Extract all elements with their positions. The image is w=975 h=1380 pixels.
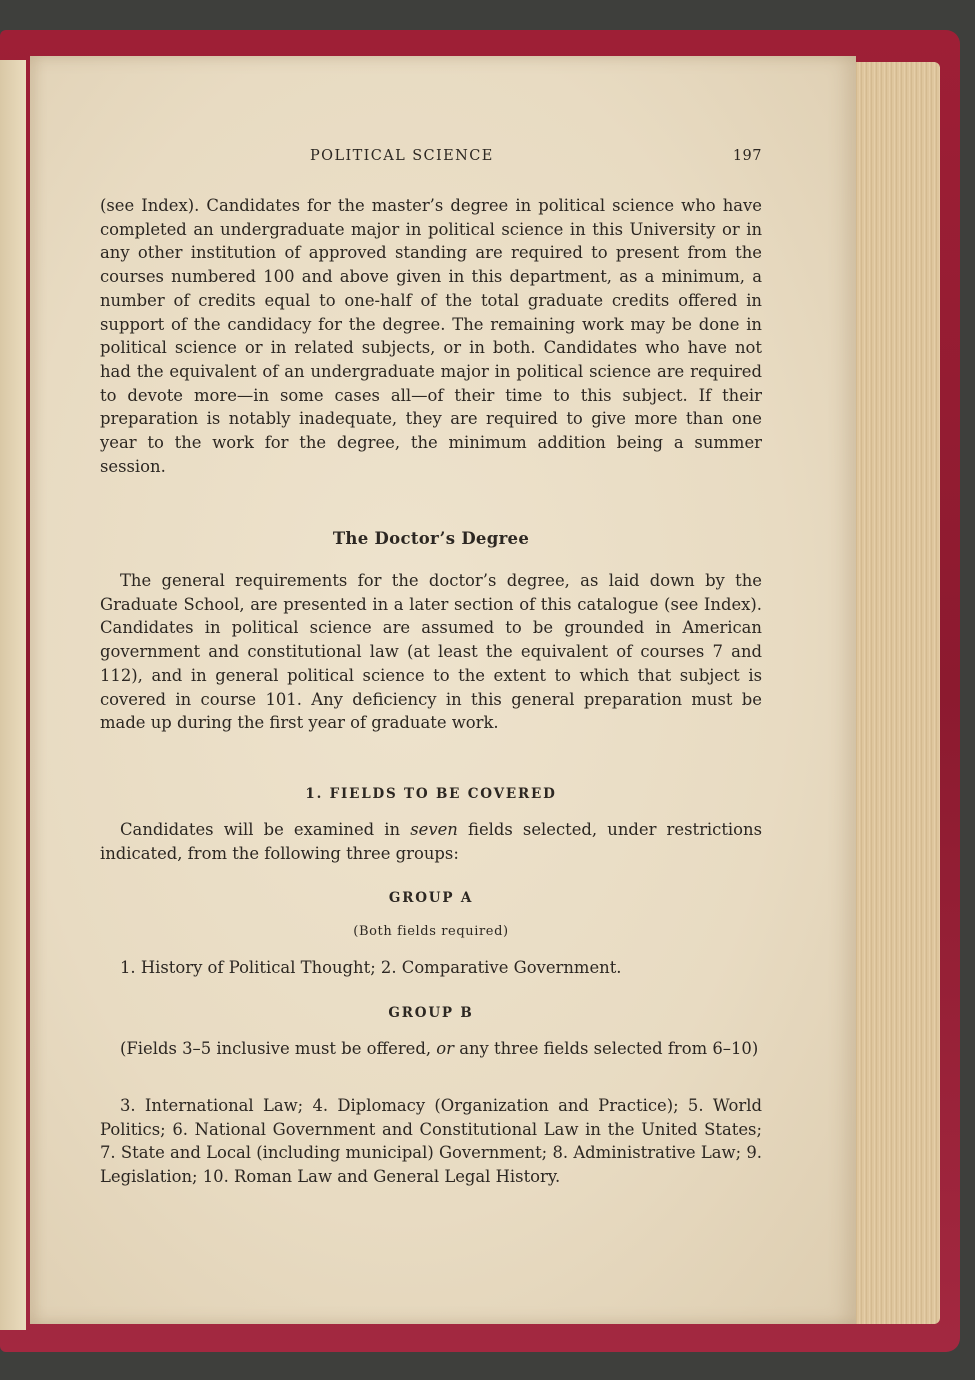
left-page-edge (0, 60, 26, 1330)
masters-paragraph: (see Index). Candidates for the master’s degree in political science who have completed an undergraduate major in political science in this University or in any other institution of approved standing are required to present from the courses numbered 100 and above given in this department, as a minimum, a number of credits equal to one-half of the total graduate credits offered in support of the candidacy for the degree. The remaining work may be done in political science or in related subjects, or in both. Candidates who have not had the equivalent of an undergraduate major in political science are required to devote more—in some cases all—of their time to this subject. If their preparation is notably inadequate, they are required to give more than one year to the work for the degree, the minimum addition being a summer session. (100, 196, 762, 476)
fields-intro-text-end: fields selected, under restrictions indicated, from the following three groups: (100, 820, 762, 863)
group-b-note (100, 1037, 762, 1061)
fields-intro-emphasis: seven (410, 820, 458, 839)
group-a-note: (Both fields required) (353, 924, 509, 939)
group-b-title: GROUP B (388, 1005, 474, 1021)
group-b-fields: 3. International Law; 4. Diplomacy (Organization and Practice); 5. World Politics; 6. National Government and Constitutional Law in the United States; 7. State and Local (including municipal) Government; 8. Administrative Law; 9. Legislation; 10. Roman Law and General Legal History. (100, 1096, 762, 1187)
fields-intro-text: Candidates will be examined in (120, 820, 411, 839)
page-header (100, 148, 762, 172)
fields-intro (100, 818, 762, 865)
group-b-note-text-end: any three fields selected from 6–10) (454, 1039, 759, 1058)
page-edges (848, 62, 940, 1324)
page-number: 197 (732, 148, 762, 164)
fields-heading: 1. FIELDS TO BE COVERED (305, 786, 557, 802)
doctors-paragraph: The general requirements for the doctor’s degree, as laid down by the Graduate School, are presented in a later section of this catalogue (see Index). Candidates in political science are assumed to be grounded in American government and constitutional law (at least the equivalent of courses 7 and 112), and in general political science to the extent to which that subject is covered in course 101. Any deficiency in this general preparation must be made up during the first year of graduate work. (100, 571, 762, 733)
group-b-note-emphasis: or (436, 1039, 455, 1058)
running-title: POLITICAL SCIENCE (310, 148, 494, 164)
group-a-title: GROUP A (388, 890, 474, 906)
group-a-fields: 1. History of Political Thought; 2. Comparative Government. (120, 958, 622, 977)
doctors-degree-heading: The Doctor’s Degree (332, 529, 530, 548)
group-b-note-text: (Fields 3–5 inclusive must be offered, (120, 1039, 437, 1058)
